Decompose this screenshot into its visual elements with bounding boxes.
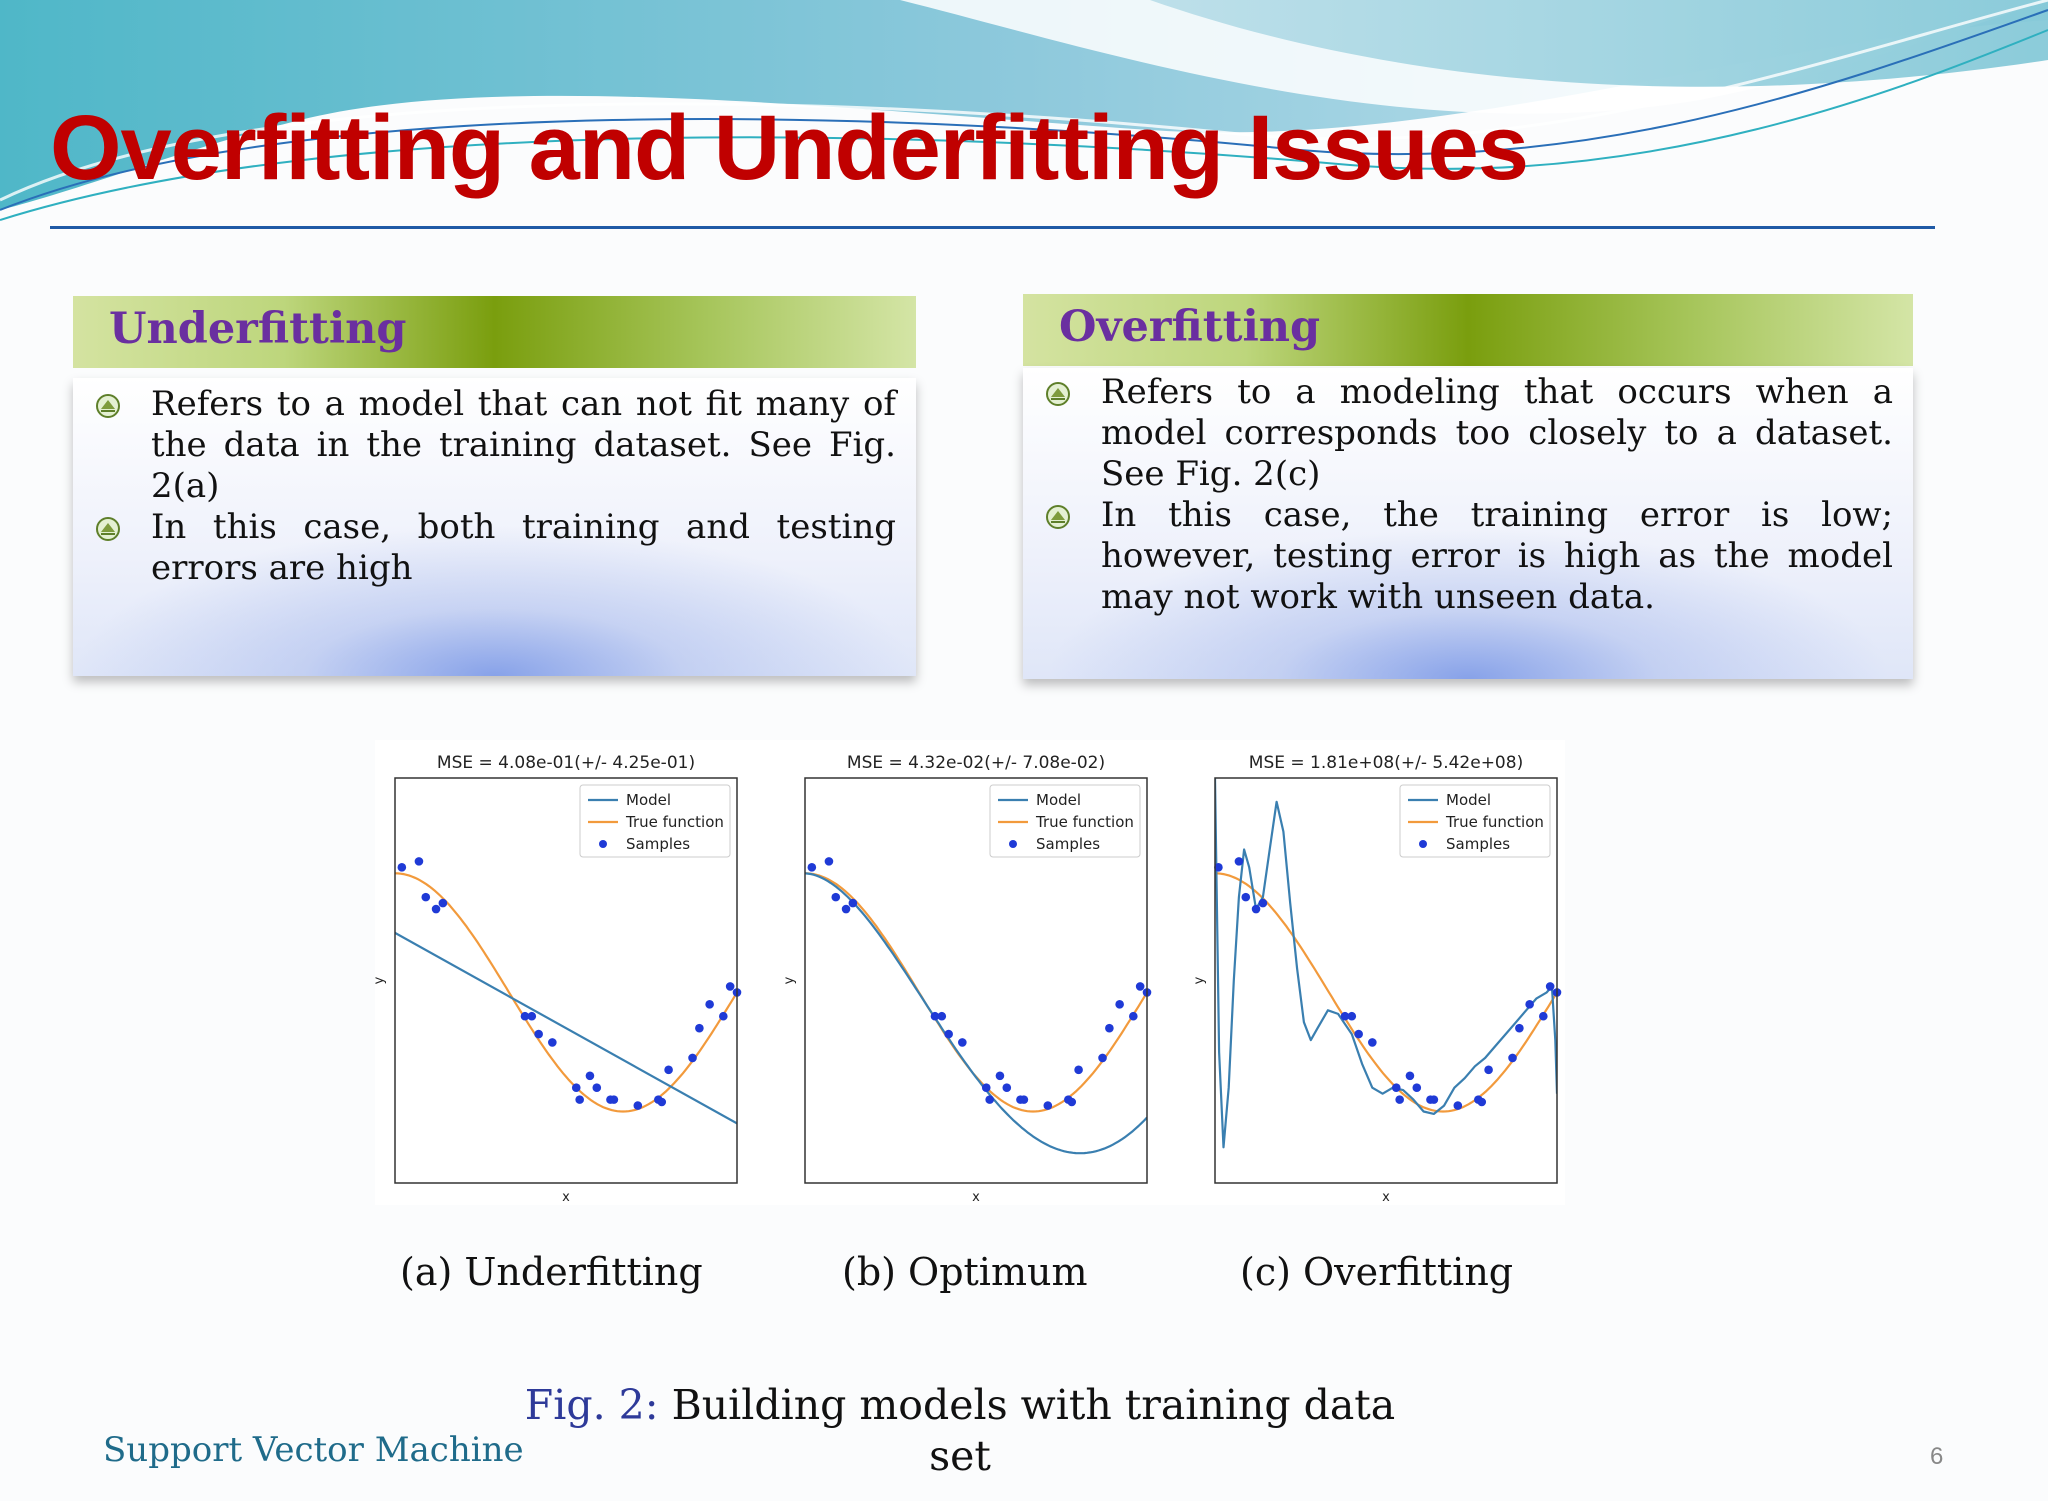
sample-point [1515, 1024, 1524, 1033]
sample-point [1539, 1012, 1548, 1021]
fit-comparison-plots [372, 740, 1565, 1205]
sample-point [1406, 1071, 1415, 1080]
sample-point [1546, 982, 1555, 991]
caption-underfitting: (a) Underfitting [400, 1250, 703, 1294]
plot-0 [372, 753, 741, 1205]
page-number: 6 [1930, 1443, 1944, 1470]
sample-point [575, 1095, 584, 1104]
panel-heading: Overfitting [1059, 302, 1321, 352]
sample-point [831, 893, 840, 902]
legend-label: Samples [1036, 835, 1101, 853]
sample-point [1098, 1054, 1107, 1063]
overfitting-panel [1023, 294, 1913, 679]
bullet-list [1045, 372, 1893, 618]
bullet-item [1045, 372, 1893, 495]
bullet-text: Refers to a modeling that occurs when a model corresponds too closely to a dataset. See Fig. 2(c) [1101, 372, 1893, 494]
sample-point [1074, 1066, 1083, 1075]
bullet-icon [95, 516, 121, 542]
legend-label: Model [1446, 791, 1492, 809]
sample-point [439, 899, 448, 908]
bullet-list [95, 384, 896, 589]
sample-point [1368, 1038, 1377, 1047]
sample-point [726, 982, 735, 991]
legend-label: True function [1036, 813, 1134, 831]
plot-1 [782, 753, 1151, 1205]
sample-point [958, 1038, 967, 1047]
sample-point [1020, 1095, 1029, 1104]
sample-point [1525, 1000, 1534, 1009]
sample-point [586, 1071, 595, 1080]
figure-caption [520, 1380, 1400, 1482]
sample-point [548, 1038, 557, 1047]
sample-point [1241, 893, 1250, 902]
sample-point [695, 1024, 704, 1033]
sample-point [657, 1098, 666, 1107]
sample-point [1430, 1095, 1439, 1104]
x-axis-label: x [972, 1190, 980, 1205]
figure-label: Fig. 2: [524, 1381, 659, 1429]
footer-title: Support Vector Machine [103, 1430, 524, 1470]
sample-point [808, 863, 817, 872]
x-axis-label: x [1382, 1190, 1390, 1205]
model-line [395, 933, 737, 1124]
sample-point [1129, 1012, 1138, 1021]
sample-point [634, 1101, 643, 1110]
bullet-item [95, 507, 896, 589]
y-axis-label: y [1192, 976, 1207, 985]
sample-point [849, 899, 858, 908]
sample-point [944, 1030, 953, 1039]
legend-label: True function [1446, 813, 1544, 831]
panel-heading-bar [1023, 294, 1913, 366]
sample-point [938, 1012, 947, 1021]
sample-point [1454, 1101, 1463, 1110]
sample-point [398, 863, 407, 872]
bullet-icon [95, 393, 121, 419]
legend-swatch [599, 840, 607, 848]
sample-point [985, 1095, 994, 1104]
bullet-item [95, 384, 896, 507]
figure-caption-text: Building models with training data set [671, 1381, 1396, 1480]
sample-point [1477, 1098, 1486, 1107]
plot-title: MSE = 4.08e-01(+/- 4.25e-01) [436, 753, 696, 773]
caption-optimum: (b) Optimum [842, 1250, 1088, 1294]
x-axis-label: x [562, 1190, 570, 1205]
sample-point [1044, 1101, 1053, 1110]
sample-point [1259, 899, 1268, 908]
panel-body [73, 378, 916, 676]
sample-point [688, 1054, 697, 1063]
underfitting-panel [73, 296, 916, 676]
sample-point [664, 1066, 673, 1075]
slide-title: Overfitting and Underfitting Issues [50, 97, 1529, 199]
sample-point [1354, 1030, 1363, 1039]
sample-point [1392, 1083, 1401, 1092]
legend-label: Model [1036, 791, 1082, 809]
legend-label: Samples [626, 835, 691, 853]
sample-point [572, 1083, 581, 1092]
sample-point [825, 857, 834, 866]
bullet-icon [1045, 381, 1071, 407]
true-function-line [395, 873, 737, 1111]
bullet-item [1045, 495, 1893, 618]
y-axis-label: y [782, 976, 797, 985]
legend-label: Samples [1446, 835, 1511, 853]
sample-point [1484, 1066, 1493, 1075]
sample-point [1508, 1054, 1517, 1063]
sample-point [1412, 1083, 1421, 1092]
model-line [805, 873, 1147, 1153]
legend-label: Model [626, 791, 672, 809]
sample-point [705, 1000, 714, 1009]
title-underline [50, 226, 1935, 229]
sample-point [1105, 1024, 1114, 1033]
panel-body [1023, 368, 1913, 679]
legend-swatch [1009, 840, 1017, 848]
y-axis-label: y [372, 976, 387, 985]
sample-point [982, 1083, 991, 1092]
sample-point [842, 905, 851, 914]
sample-point [1348, 1012, 1357, 1021]
bullet-text: In this case, the training error is low; however, testing error is high as the model may not work with unseen data. [1101, 495, 1893, 617]
sample-point [534, 1030, 543, 1039]
caption-overfitting: (c) Overfitting [1240, 1250, 1514, 1294]
panel-heading-bar [73, 296, 916, 368]
legend-label: True function [626, 813, 724, 831]
bullet-icon [1045, 504, 1071, 530]
sample-point [1115, 1000, 1124, 1009]
sample-point [432, 905, 441, 914]
plot-title: MSE = 1.81e+08(+/- 5.42e+08) [1248, 753, 1524, 773]
sample-point [1395, 1095, 1404, 1104]
sample-point [1002, 1083, 1011, 1092]
sample-point [610, 1095, 619, 1104]
plot-title: MSE = 4.32e-02(+/- 7.08e-02) [846, 753, 1106, 773]
sample-point [1235, 857, 1244, 866]
sample-point [1067, 1098, 1076, 1107]
sample-point [1136, 982, 1145, 991]
legend-swatch [1419, 840, 1427, 848]
sample-point [421, 893, 430, 902]
bullet-text: Refers to a model that can not fit many of the data in the training dataset. See Fig. 2(a) [151, 384, 896, 506]
plot-2 [1192, 753, 1561, 1205]
sample-point [415, 857, 424, 866]
true-function-line [1215, 873, 1557, 1111]
sample-point [592, 1083, 601, 1092]
bullet-text: In this case, both training and testing errors are high [151, 507, 896, 588]
panel-heading: Underfitting [109, 304, 407, 354]
sample-point [1252, 905, 1261, 914]
sample-point [719, 1012, 728, 1021]
sample-point [528, 1012, 537, 1021]
sample-point [996, 1071, 1005, 1080]
